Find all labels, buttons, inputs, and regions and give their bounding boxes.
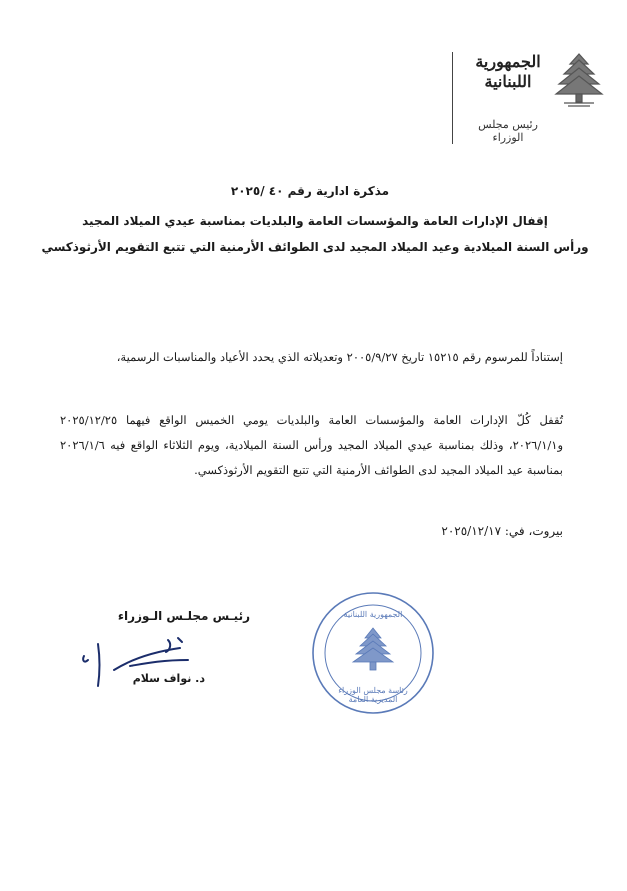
- body-paragraph-1: إستناداً للمرسوم رقم ١٥٢١٥ تاريخ ٢٠٠٥/٩/٢٧ وتعديلاته الذي يحدد الأعياد والمناسبات الرسمية،: [116, 350, 563, 364]
- office-name: رئيس مجلس الوزراء: [478, 118, 538, 144]
- stamp-upper-text: الجمهورية اللبنانية: [343, 610, 403, 619]
- letterhead: [452, 42, 612, 152]
- memo-title-line-2: ورأس السنة الميلادية وعيد الميلاد المجيد لدى الطوائف الأرمنية التي تتبع التقويم الأرثوذكسي: [41, 240, 589, 254]
- cedar-emblem-icon: [554, 50, 604, 108]
- memo-title-line-1: إقفال الإدارات العامة والمؤسسات العامة والبلديات بمناسبة عيدي الميلاد المجيد: [82, 214, 548, 228]
- signatory-name: د. نواف سلام: [132, 672, 205, 685]
- body-paragraph-2: تُقفل كُلّ الإدارات العامة والمؤسسات العامة والبلديات يومي الخميس الواقع فيهما ٢٠٢٥/١٢/٢٥ و٢٠٢٦/١/١، وذلك بمناسبة عيدي الميلاد المجيد ورأس السنة الميلادية، ويوم الثلاثاء الواقع فيه ٢٠٢٦/١/٦ بمناسبة عيد الميلاد المجيد لدى الطوائف الأرمنية التي تتبع التقويم الأرثوذكسي.: [60, 413, 563, 477]
- official-stamp: [310, 590, 436, 716]
- memo-number: مذكرة ادارية رقم ٤٠ /٢٠٢٥: [230, 184, 390, 198]
- place-and-date: بيروت، في: ٢٠٢٥/١٢/١٧: [441, 524, 563, 538]
- signatory-title: رئيـس مجلـس الـوزراء: [117, 609, 250, 623]
- country-name: الجمهورية اللبنانية: [475, 52, 541, 91]
- stamp-lower-text: رئاسة مجلس الوزراء المديرية العامة: [338, 686, 408, 704]
- letterhead-divider: [452, 52, 453, 144]
